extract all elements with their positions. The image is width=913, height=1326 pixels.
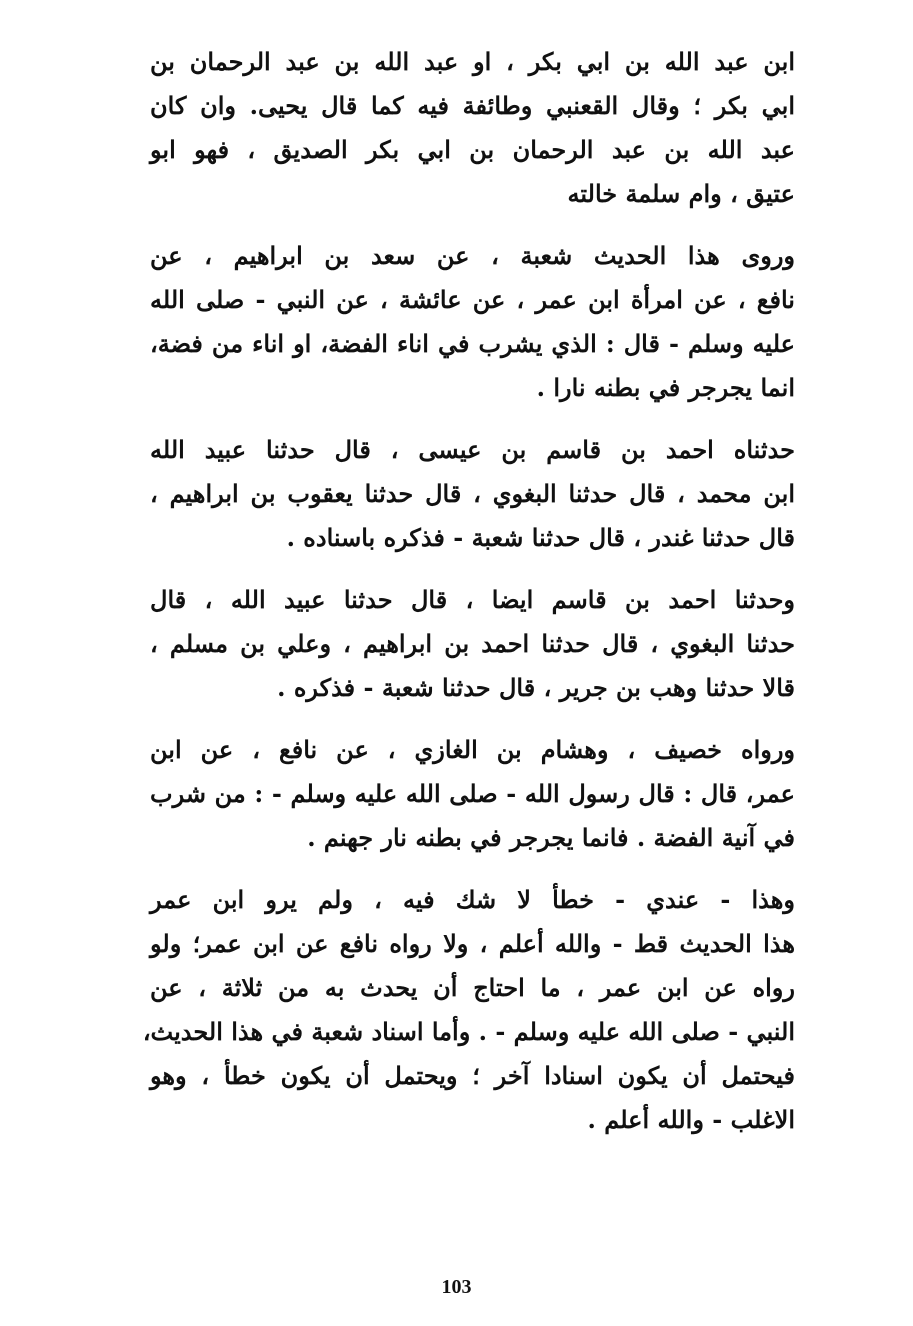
paragraph-1 (150, 40, 795, 216)
text-line: عبد الله بن عبد الرحمان بن ابي بكر الصديق ، فهو ابو (150, 135, 795, 164)
text-line: ابن عبد الله بن ابي بكر ، او عبد الله بن عبد الرحمان بن (150, 47, 795, 76)
text-line: ورواه خصيف ، وهشام بن الغازي ، عن نافع ، عن ابن (150, 735, 795, 764)
text-line: حدثنا البغوي ، قال حدثنا احمد بن ابراهيم ، وعلي بن مسلم ، (150, 629, 795, 658)
text-line: النبي - صلى الله عليه وسلم - . وأما اسناد شعبة في هذا الحديث، (142, 1017, 795, 1046)
paragraph-6 (142, 878, 795, 1142)
text-line: ابن محمد ، قال حدثنا البغوي ، قال حدثنا يعقوب بن ابراهيم ، (150, 479, 795, 508)
paragraph-2 (150, 234, 795, 410)
paragraph-5 (150, 728, 795, 860)
paragraph-3 (150, 428, 795, 560)
text-line: رواه عن ابن عمر ، ما احتاج أن يحدث به من ثلاثة ، عن (150, 973, 795, 1002)
text-line: هذا الحديث قط - والله أعلم ، ولا رواه نافع عن ابن عمر؛ ولو (150, 929, 795, 958)
text-line: عمر، قال : قال رسول الله - صلى الله عليه وسلم - : من شرب (150, 779, 795, 808)
text-line: ابي بكر ؛ وقال القعنبي وطائفة فيه كما قال يحيى. وان كان (150, 91, 795, 120)
text-line: فيحتمل أن يكون اسنادا آخر ؛ ويحتمل أن يكون خطأ ، وهو (150, 1061, 795, 1090)
page-body (142, 40, 795, 1160)
text-line: وروى هذا الحديث شعبة ، عن سعد بن ابراهيم ، عن (150, 241, 795, 270)
paragraph-4 (150, 578, 795, 710)
page-number: 103 (441, 1276, 472, 1298)
text-line: قالا حدثنا وهب بن جرير ، قال حدثنا شعبة - فذكره . (277, 673, 795, 702)
text-line: عليه وسلم - قال : الذي يشرب في اناء الفضة، او اناء من فضة، (150, 329, 795, 358)
text-line: حدثناه احمد بن قاسم بن عيسى ، قال حدثنا عبيد الله (150, 435, 795, 464)
text-line: الاغلب - والله أعلم . (587, 1105, 795, 1134)
text-line: عتيق ، وام سلمة خالته (567, 179, 795, 208)
text-line: انما يجرجر في بطنه نارا . (536, 373, 795, 402)
text-line: في آنية الفضة . فانما يجرجر في بطنه نار جهنم . (307, 823, 795, 852)
text-line: وهذا - عندي - خطأ لا شك فيه ، ولم يرو ابن عمر (150, 885, 795, 914)
text-line: نافع ، عن امرأة ابن عمر ، عن عائشة ، عن النبي - صلى الله (150, 285, 795, 314)
text-line: وحدثنا احمد بن قاسم ايضا ، قال حدثنا عبيد الله ، قال (150, 585, 795, 614)
text-line: قال حدثنا غندر ، قال حدثنا شعبة - فذكره باسناده . (286, 523, 795, 552)
